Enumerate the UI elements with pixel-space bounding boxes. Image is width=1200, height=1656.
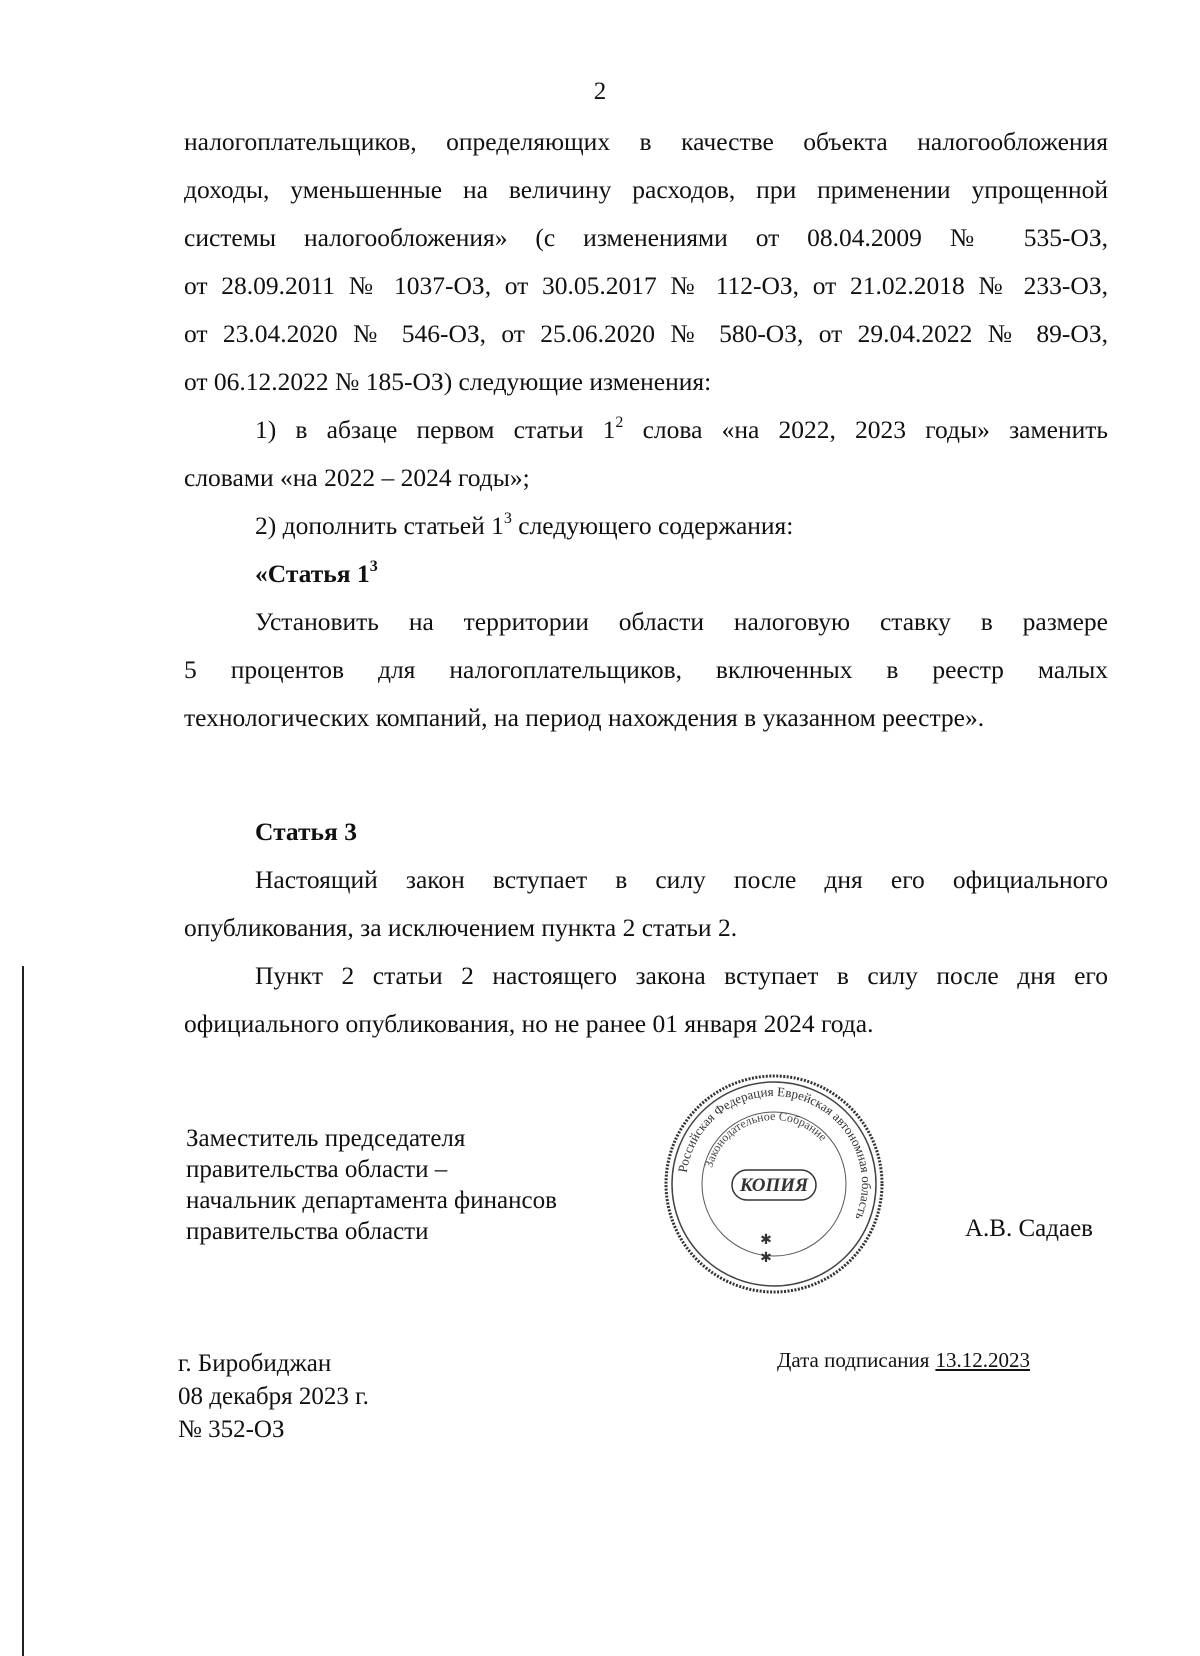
law-date: 08 декабря 2023 г.	[178, 1383, 369, 1410]
article-3-heading: Статья 3	[255, 817, 357, 846]
item-1-text: 1) в абзаце первом статьи 1	[255, 415, 616, 444]
text-line: технологических компаний, на период нахождения в указанном реестре».	[184, 703, 985, 732]
text-line: от 06.12.2022 № 185-ОЗ) следующие изменения:	[184, 367, 712, 396]
item-1-text: слова «на 2022, 2023 годы» заменить	[623, 415, 1109, 444]
stamp-inner-text: Законодательное Собрание	[701, 1108, 830, 1170]
signer-name: А.В. Садаев	[965, 1215, 1093, 1242]
item-2-line	[184, 502, 1108, 550]
signatory-line: правительства области –	[186, 1156, 448, 1183]
signatory-line: правительства области	[186, 1218, 429, 1245]
item-1-line	[184, 406, 1108, 454]
scan-edge-line	[22, 966, 24, 1656]
city: г. Биробиджан	[178, 1350, 332, 1377]
stamp-star-icon: ✱	[760, 1233, 772, 1248]
stamp-outer-text: Российская Федерация Еврейская автономная область	[674, 1083, 875, 1223]
text-line: Установить на территории области налоговую ставку в размере	[255, 607, 1108, 636]
place-date-block	[178, 1347, 369, 1446]
text-line: от 23.04.2020 № 546-ОЗ, от 25.06.2020 № 580-ОЗ, от 29.04.2022 № 89-ОЗ,	[184, 319, 1108, 348]
heading-text: «Статья 1	[255, 559, 370, 588]
item-2-text: 2) дополнить статьей 1	[255, 511, 504, 540]
signing-date	[777, 1348, 1030, 1373]
signing-date-value: 13.12.2023	[935, 1348, 1030, 1372]
text-line: системы налогообложения» (с изменениями от 08.04.2009 № 535-ОЗ,	[184, 223, 1108, 252]
signing-date-label: Дата подписания	[777, 1348, 930, 1372]
official-stamp	[662, 1072, 886, 1296]
superscript: 3	[369, 557, 378, 575]
stamp-center-text: КОПИЯ	[739, 1175, 809, 1196]
text-line: официального опубликования, но не ранее 01 января 2024 года.	[184, 1009, 874, 1038]
signatory-title	[186, 1123, 557, 1247]
text-line: Пункт 2 статьи 2 настоящего закона вступает в силу после дня его	[255, 961, 1108, 990]
spacer	[184, 742, 1108, 808]
superscript: 2	[615, 413, 624, 431]
superscript: 3	[503, 509, 512, 527]
law-number: № 352-ОЗ	[178, 1416, 285, 1443]
stamp-star-icon: ✱	[760, 1251, 772, 1266]
signatory-line: Заместитель председателя	[186, 1125, 466, 1152]
text-line: опубликования, за исключением пункта 2 статьи 2.	[184, 913, 738, 942]
text-line: Настоящий закон вступает в силу после дня его официального	[255, 865, 1108, 894]
article-1-3-heading	[184, 550, 1108, 598]
page-number: 2	[593, 78, 607, 105]
signatory-line: начальник департамента финансов	[186, 1187, 557, 1214]
text-line: доходы, уменьшенные на величину расходов, при применении упрощенной	[184, 175, 1108, 204]
text-line: словами «на 2022 – 2024 годы»;	[184, 463, 530, 492]
text-line: от 28.09.2011 № 1037-ОЗ, от 30.05.2017 № 112-ОЗ, от 21.02.2018 № 233-ОЗ,	[184, 271, 1108, 300]
text-line: 5 процентов для налогоплательщиков, включенных в реестр малых	[184, 655, 1108, 684]
item-2-text: следующего содержания:	[511, 511, 794, 540]
text-line: налогоплательщиков, определяющих в качестве объекта налогообложения	[184, 127, 1108, 156]
law-text	[184, 118, 1108, 1048]
